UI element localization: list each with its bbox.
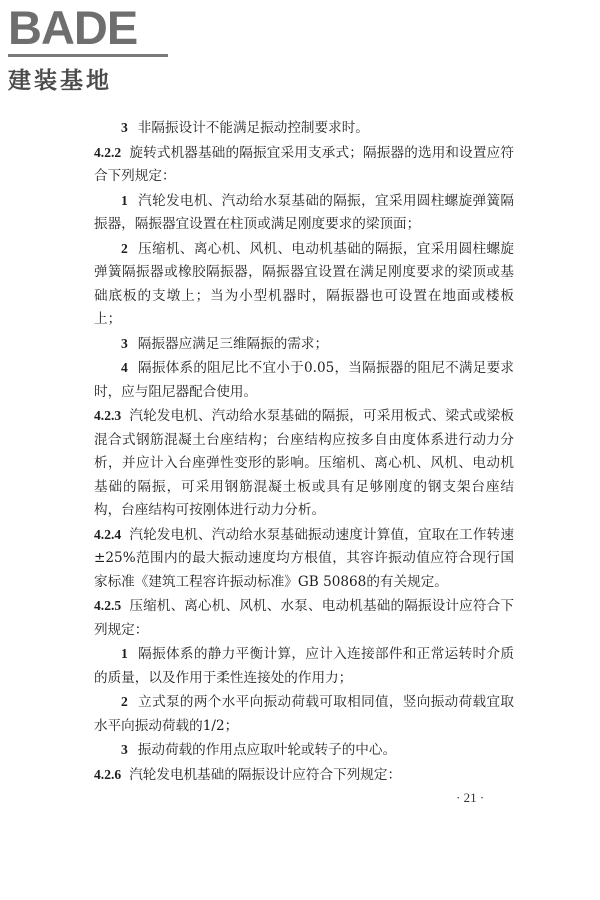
list-item (94, 738, 514, 763)
logo-subtitle: 建装基地 (8, 68, 112, 94)
logo-wordmark: BADE (8, 1, 138, 54)
paragraph-text: 汽轮发电机、汽动给水泵基础振动速度计算值，宜取在工作转速±25%范围内的最大振动速度均方根值，其容许振动值应符合现行国家标准《建筑工程容许振动标准》GB 50868的有关规定。 (94, 526, 514, 590)
list-item (94, 690, 514, 738)
paragraph-text: 汽轮发电机、汽动给水泵基础的隔振，宜采用圆柱螺旋弹簧隔振器，隔振器宜设置在柱顶或满足刚度要求的梁顶面； (94, 192, 514, 232)
paragraph-text: 非隔振设计不能满足振动控制要求时。 (137, 120, 369, 136)
paragraph-text: 立式泵的两个水平向振动荷载可取相同值，竖向振动荷载宜取水平向振动荷载的1/2； (94, 694, 514, 734)
brand-logo (8, 1, 183, 95)
clause-number: 4.2.3 (94, 408, 122, 423)
paragraph-text: 隔振器应满足三维隔振的需求； (137, 335, 329, 352)
list-item (94, 642, 514, 690)
list-item (94, 332, 514, 357)
item-number: 1 (121, 192, 128, 208)
item-number: 2 (121, 240, 128, 256)
item-number: 4 (121, 360, 128, 375)
item-number: 2 (121, 694, 128, 709)
clause-number: 4.2.5 (94, 598, 122, 613)
clause-paragraph (94, 763, 514, 788)
paragraph-text: 旋转式机器基础的隔振宜采用支承式；隔振器的选用和设置应符合下列规定： (94, 144, 514, 184)
paragraph-text: 隔振体系的静力平衡计算，应计入连接部件和正常运转时介质的质量，以及作用于柔性连接处的作用力； (94, 646, 514, 686)
paragraph-text: 隔振体系的阻尼比不宜小于0.05，当隔振器的阻尼不满足要求时，应与阻尼器配合使用。 (94, 360, 514, 400)
item-number: 1 (121, 646, 128, 661)
clause-paragraph (94, 141, 514, 189)
list-item (94, 116, 514, 141)
paragraph-text: 压缩机、离心机、风机、电动机基础的隔振，宜采用圆柱螺旋弹簧隔振器或橡胶隔振器，隔振器宜设置在满足刚度要求的梁顶或基础底板的支墩上；当为小型机器时，隔振器也可设置在地面或楼板上； (94, 240, 514, 327)
item-number: 3 (121, 335, 128, 351)
clause-number: 4.2.6 (94, 766, 122, 782)
item-number: 3 (121, 742, 128, 757)
clause-paragraph (94, 404, 514, 523)
clause-number: 4.2.4 (94, 526, 122, 542)
clause-paragraph (94, 523, 514, 595)
list-item (94, 189, 514, 237)
document-body (94, 116, 514, 787)
item-number: 3 (121, 120, 128, 135)
list-item (94, 356, 514, 404)
paragraph-text: 汽轮发电机、汽动给水泵基础的隔振，可采用板式、梁式或梁板混合式钢筋混凝土台座结构；台座结构应按多自由度体系进行动力分析，并应计入台座弹性变形的影响。压缩机、离心机、风机、电动机基础的隔振，可采用钢筋混凝土板或具有足够刚度的钢支架台座结构，台座结构可按刚体进行动力分析。 (94, 408, 514, 518)
clause-number: 4.2.2 (94, 144, 122, 160)
paragraph-text: 压缩机、离心机、风机、水泵、电动机基础的隔振设计应符合下列规定： (94, 598, 514, 638)
list-item (94, 237, 514, 332)
clause-paragraph (94, 594, 514, 642)
page-number: · 21 · (456, 790, 485, 805)
paragraph-text: 汽轮发电机基础的隔振设计应符合下列规定： (129, 766, 402, 783)
paragraph-text: 振动荷载的作用点应取叶轮或转子的中心。 (137, 742, 397, 758)
logo-divider (8, 54, 168, 57)
